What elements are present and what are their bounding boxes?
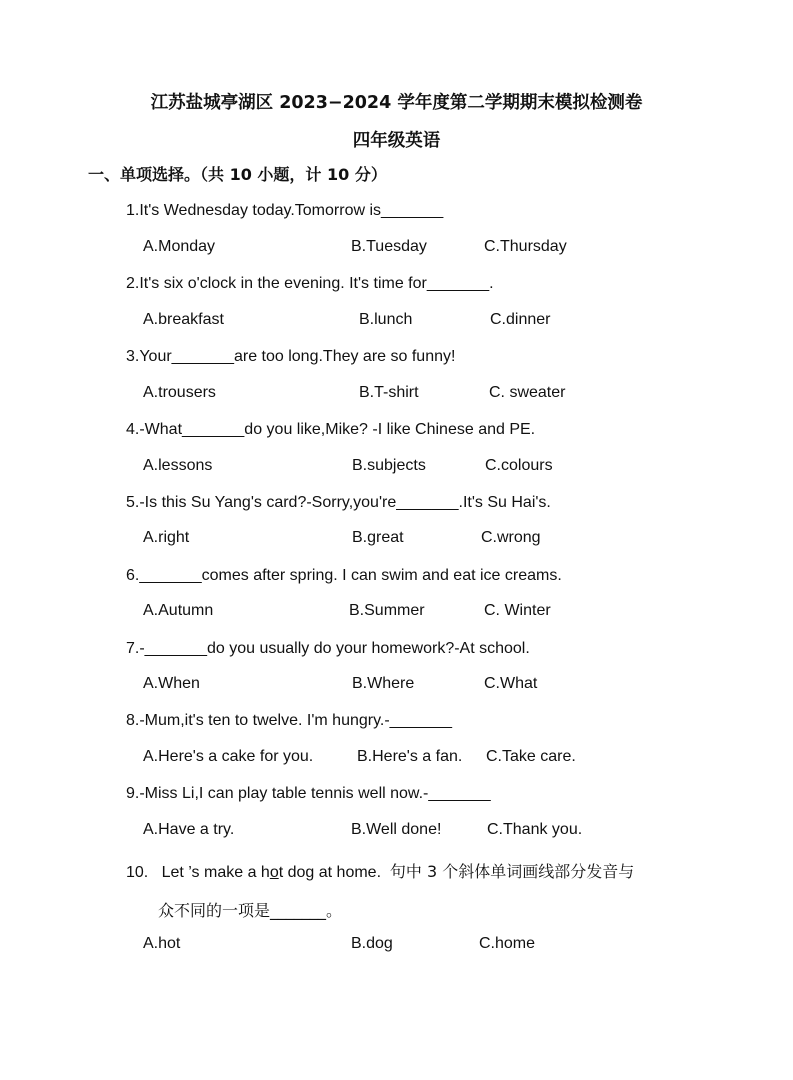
question-1-stem: 1.It's Wednesday today.Tomorrow is_______ xyxy=(126,202,444,219)
question-8-option-a[interactable]: A.Here's a cake for you. xyxy=(143,748,314,765)
question-1-option-b[interactable]: B.Tuesday xyxy=(351,238,427,255)
question-7-stem: 7.-_______do you usually do your homework?-At school. xyxy=(126,640,530,657)
question-5-stem: 5.-Is this Su Yang's card?-Sorry,you're_______.It's Su Hai's. xyxy=(126,494,551,511)
question-10-stem xyxy=(126,859,634,882)
question-2-option-a[interactable]: A.breakfast xyxy=(143,311,224,328)
question-1-option-a[interactable]: A.Monday xyxy=(143,238,216,255)
question-10-number: 10. xyxy=(126,864,149,881)
question-8-stem: 8.-Mum,it's ten to twelve. I'm hungry.-_______ xyxy=(126,712,452,729)
exam-subtitle: 四年级英语 xyxy=(352,131,441,151)
question-10-option-a[interactable]: A.hot xyxy=(143,935,181,952)
question-5-option-c[interactable]: C.wrong xyxy=(481,529,541,546)
question-9-stem: 9.-Miss Li,I can play table tennis well now.-_______ xyxy=(126,785,491,802)
question-2-option-b[interactable]: B.lunch xyxy=(359,311,413,328)
question-10-option-b[interactable]: B.dog xyxy=(351,935,393,952)
question-9-option-a[interactable]: A.Have a try. xyxy=(143,821,235,838)
question-4-option-a[interactable]: A.lessons xyxy=(143,457,213,474)
question-6-stem: 6._______comes after spring. I can swim and eat ice creams. xyxy=(126,567,562,584)
question-7-option-c[interactable]: C.What xyxy=(484,675,538,692)
section-heading: 一、单项选择。（共 10 小题，计 10 分） xyxy=(88,165,387,184)
question-1-option-c[interactable]: C.Thursday xyxy=(484,238,567,255)
question-4-stem: 4.-What_______do you like,Mike? -I like Chinese and PE. xyxy=(126,421,536,438)
question-9-option-b[interactable]: B.Well done! xyxy=(351,821,442,838)
question-6-option-b[interactable]: B.Summer xyxy=(349,602,425,619)
question-10-instruction-line2: 众不同的一项是_______。 xyxy=(158,901,343,920)
question-3-option-b[interactable]: B.T-shirt xyxy=(359,384,419,401)
question-5-option-b[interactable]: B.great xyxy=(352,529,404,546)
question-4-option-b[interactable]: B.subjects xyxy=(352,457,426,474)
question-7-option-b[interactable]: B.Where xyxy=(352,675,415,692)
question-3-option-c[interactable]: C. sweater xyxy=(489,384,566,401)
question-2-option-c[interactable]: C.dinner xyxy=(490,311,551,328)
question-5-option-a[interactable]: A.right xyxy=(143,529,190,546)
question-10-sentence-start: Let ’s make a h xyxy=(161,864,270,881)
question-8-option-b[interactable]: B.Here's a fan. xyxy=(357,748,463,765)
question-10-option-c[interactable]: C.home xyxy=(479,935,536,952)
question-6-option-a[interactable]: A.Autumn xyxy=(143,602,214,619)
question-10-instruction: 句中 3 个斜体单词画线部分发音与 xyxy=(389,862,635,881)
question-10-underlined-letter: o xyxy=(269,864,279,881)
question-10-sentence-end: t dog at home. xyxy=(278,864,382,881)
question-3-stem: 3.Your_______are too long.They are so funny! xyxy=(126,348,456,365)
question-4-option-c[interactable]: C.colours xyxy=(485,457,553,474)
question-7-option-a[interactable]: A.When xyxy=(143,675,200,692)
question-9-option-c[interactable]: C.Thank you. xyxy=(487,821,583,838)
question-6-option-c[interactable]: C. Winter xyxy=(484,602,551,619)
question-2-stem: 2.It's six o'clock in the evening. It's time for_______. xyxy=(126,275,494,292)
question-8-option-c[interactable]: C.Take care. xyxy=(486,748,576,765)
question-3-option-a[interactable]: A.trousers xyxy=(143,384,216,401)
exam-title: 江苏盐城亭湖区 2023−2024 学年度第二学期期末模拟检测卷 xyxy=(150,93,643,113)
